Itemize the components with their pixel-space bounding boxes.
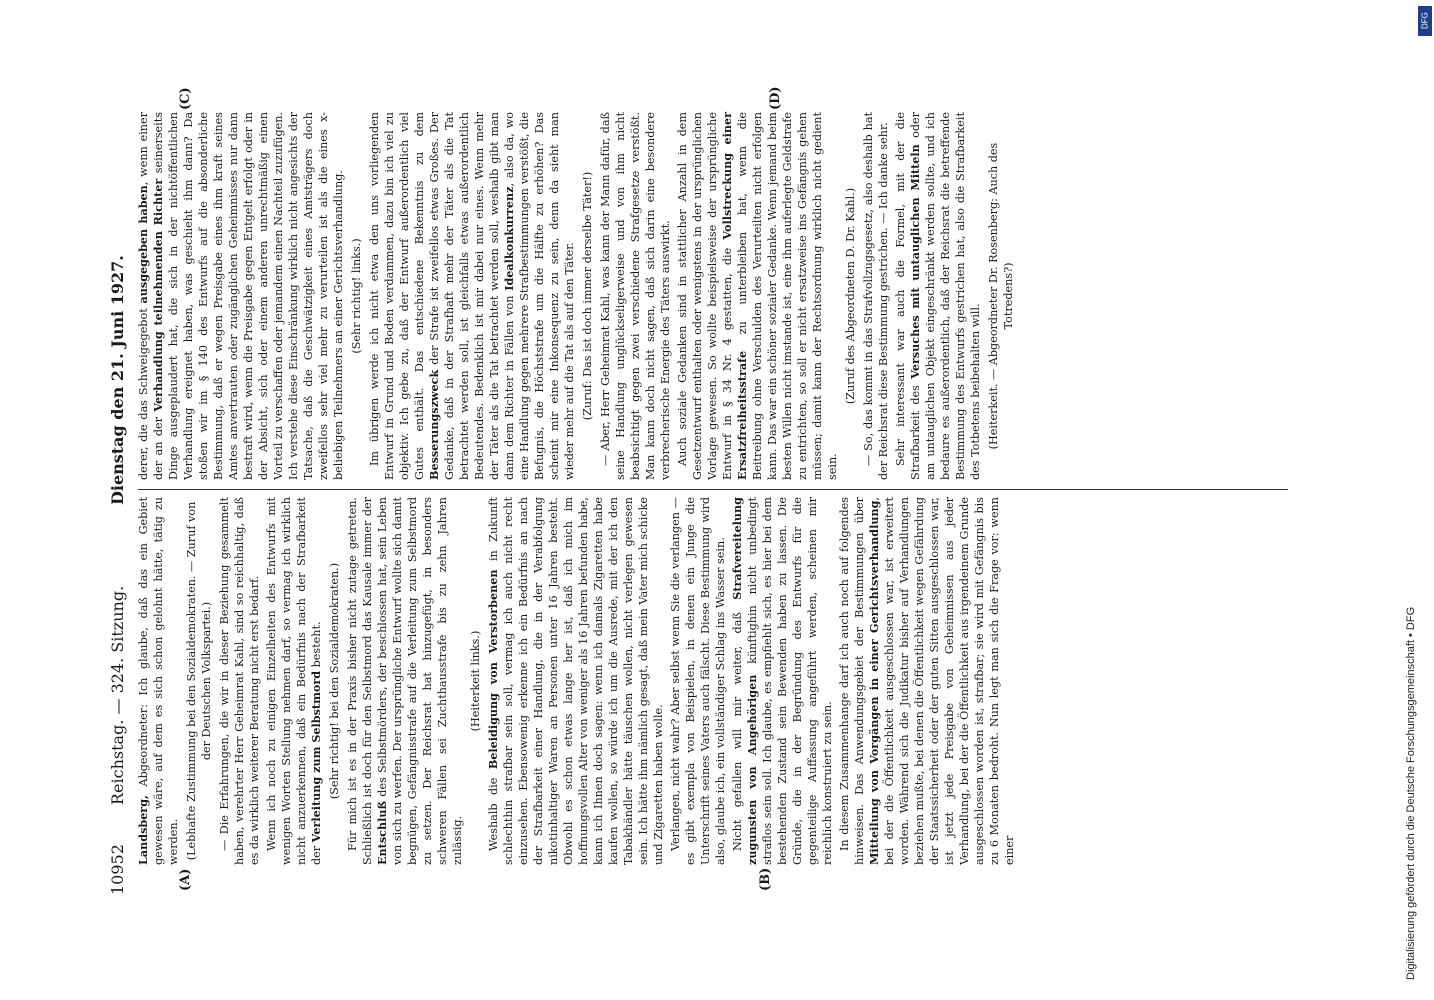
text: des Selbstmörders, der beschlossen hat, sein Leben von sich zu werfen. Der ursprüngliche Entwurf wollte sich damit begnügen, Gefängnisstrafe auf die Verleitung zum Selbstmord zu setzen. Der Reichsrat hat hinzugefügt, in besonders schweren Fällen sei Zuchthausstrafe bis zu zehn Jahren zulässig. <box>376 497 464 865</box>
interjection: (Sehr richtig! bei den Sozialdemokraten.) <box>328 562 341 800</box>
text: besteht. <box>310 621 323 671</box>
text: künftighin nicht unbedingt straflos sein soll. Ich glaube, es empfiehlt sich, es hier bei dem bestehenden Zustand sein Bewenden haben zu lassen. Die Gründe, die in der Begründung des Entwurfs für die gegenteilige Auffassung angeführt werden, scheinen mir reichlich konstruiert zu sein. <box>746 497 834 865</box>
emphasis: Verleitung zum Selbstmord <box>309 670 323 843</box>
emphasis: Besserungszweck <box>427 369 441 480</box>
text: , also da, wo eine Handlung gegen mehrere Strafbestimmungen verstößt, die Befugnis, die Höchststrafe um die Hälfte zu erhöhen? Das scheint mir eine Inkonsequenz zu sein, denn da sieht man wieder mehr auf die Tat als auf den Täter. <box>503 111 576 480</box>
paragraph <box>367 112 577 480</box>
interjection: (Heiterkeit links.) <box>469 630 482 732</box>
text: in Zukunft schlechthin strafbar sein soll, vermag ich auch nicht recht einzusehen. Ebensowenig erkenne ich ein Bedürfnis an nach der Strafbarkeit einer Handlung, die in der Verabfolgung nikotinhaltiger Waren an Personen unter 16 Jahren besteht. Obwohl es schon etwas lange her ist, daß ich mich im hoffnungsvollen Alter von weniger als 16 Jahren befunden habe, kann ich Ihnen doch sagen: wenn ich damals Zigaretten habe kaufen wollen, so würde ich um die Ausrede, mit der ich den Tabakhändler hätte täuschen wollen, nicht verlegen gewesen sein. Ich hätte ihm nämlich gesagt, daß mein Vater mich schicke und Zigaretten haben wolle. <box>487 497 665 865</box>
paragraph: Verlangen, nicht wahr? Aber selbst wenn Sie die verlangen — es gibt exempla von Beispielen, in denen ein Junge die Unterschrift seines Vaters auch fälscht. Diese Bestimmung wird also, glaube ich, ein vollständiger Schlag ins Wasser sein. <box>669 497 727 865</box>
margin-mark-a: (A) <box>178 868 193 891</box>
paragraph <box>345 497 465 865</box>
text: In diesem Zusammenhange darf ich auch noch auf folgendes hinweisen. Das Anwendungsgebiet der Bestimmungen über <box>838 497 866 865</box>
paragraph <box>136 497 181 865</box>
session-title: Reichstag. — 324. Sitzung. <box>108 585 127 805</box>
emphasis: Idealkonkurrenz <box>502 186 516 291</box>
emphasis: Beleidigung von Verstorbenen <box>486 569 500 770</box>
emphasis: Vollstreckung einer Ersatzfreiheitsstrafe <box>720 112 749 480</box>
emphasis: Versuches mit untauglichen Mitteln <box>908 144 922 379</box>
text: Sehr interessant war auch die Formel, mit der die Strafbarkeit des <box>894 112 922 480</box>
rotated-page-content <box>108 86 1298 895</box>
paragraph: — Die Erfahrungen, die wir in dieser Beziehung gesammelt haben, verehrter Herr Geheimrat Kahl, sind so reichhaltig, daß es da wirklich weiterer Beratung nicht erst bedarf. <box>218 497 261 865</box>
emphasis: Strafvereitelung zugunsten von Angehörigen <box>730 497 759 865</box>
text: Wenn ich noch zu einigen Einzelheiten des Entwurfs mit wenigen Worten Stellung nehmen darf, so vermag ich wirklich nicht anzuerkennen, daß ein Bedürfnis nach der Strafbarkeit der <box>265 497 323 865</box>
emphasis: ausgegeben haben <box>136 185 150 304</box>
text: der Strafe ist zweifellos etwas Großes. Der Gedanke, daß in der Strafhaft mehr der Täter als die Tat betrachtet werden soll, ist gleichfalls etwas außerordentlich Bedeutendes. Bedenklich ist mir dabei nur eines. Wenn mehr der Täter als die Tat betrachtet werden soll, weshalb gibt man dann dem Richter in Fällen von <box>428 112 516 480</box>
text: , wenn einer der an der <box>137 112 165 480</box>
paragraph-text: Ich glaube, daß das ein Gebiet gewesen wäre, auf dem es sich schon gelohnt hätte, tätig zu werden. <box>137 497 180 865</box>
text: seinerseits Dinge ausgeplaudert hat, die sich in der nichtöffentlichen Verhandlung ereignet haben, was geschieht ihm dann? Da stoßen wir im § 140 des Entwurfs auf die absonderliche Bestimmung, daß er wegen Preisgabe eines ihm kraft seines Amtes anvertrauten oder zugänglichen Geheimnisses nur dann bestraft wird, wenn die Preisgabe gegen Entgelt erfolgt oder in der Absicht, sich oder einem anderen unrechtmäßig einen Vorteil zu verschaffen oder jemandem einen Nachteil zuzufügen. Ich verstehe diese Einschränkung wirklich nicht angesichts der Tatsache, daß die Geschwätzigkeit eines Amtsträgers doch zweifellos sehr viel mehr zu verurteilen ist als die eines x-beliebigen Teilnehmers an einer Gerichtsverhandlung. <box>152 112 345 480</box>
paragraph <box>893 112 983 480</box>
column-right <box>136 112 1019 480</box>
page-number: 10952 <box>108 844 127 895</box>
column-divider <box>138 489 1288 490</box>
column-left <box>136 497 1019 865</box>
credit-text: Digitalisierung gefördert durch die Deutsche Forschungsgemeinschaft • DFG <box>1405 606 1417 980</box>
emphasis: Mitteilung von Vorgängen in einer Gerichtsverhandlung <box>867 500 881 865</box>
interjection: (Zuruf des Abgeordneten D. Dr. Kahl.) <box>844 187 857 405</box>
digitization-credit <box>1405 0 1429 980</box>
speaker-role: Abgeordneter: <box>137 704 150 796</box>
interjection: (Lebhafte Zustimmung bei den Sozialdemokraten. — Zuruf von der Deutschen Volkspartei.) <box>185 501 213 861</box>
text: Auch soziale Gedanken sind in stattlicher Anzahl in dem Gesetzentwurf enthalten oder wenigstens in der ursprünglichen Vorlage gewesen. So wollte beispielsweise der ursprüngliche Entwurf in § 34 Nr. 4 gestatten, die <box>676 112 734 480</box>
paragraph <box>486 497 666 865</box>
text: oder am untauglichen Objekt eingeschränkt werden sollte, und ich bedaure es außerordentlich, daß der Reichsrat die betreffende Bestimmung des Entwurfs gestrichen hat, also die Strafbarkeit des Totbetens beibehalten will. <box>909 111 982 480</box>
text: Weshalb die <box>487 769 500 851</box>
paragraph <box>136 112 346 480</box>
paragraph <box>675 112 840 480</box>
paragraph: — Aber, Herr Geheimrat Kahl, was kann der Mann dafür, daß seine Handlung unglückseligerweise und von ihm nicht beabsichtigt gegen zwei verschiedene Strafgesetze verstößt. Man kann doch nicht sagen, daß sich darin eine besondere verbrecherische Energie des Täters auswirkt. <box>599 112 672 480</box>
paragraph <box>264 497 324 865</box>
text: Für mich ist es in der Praxis bisher nicht zutage getreten. Schließlich ist doch für den Selbstmord das Kausale immer der <box>346 497 374 865</box>
session-date: Dienstag den 21. Juni 1927. <box>108 255 127 505</box>
dfg-logo <box>1418 6 1432 36</box>
interjection: (Zuruf: Das ist doch immer derselbe Täter!) <box>581 171 594 421</box>
text: Nicht gefallen will mir weiter, daß <box>731 599 744 851</box>
text: Im übrigen werde ich nicht etwa den uns vorliegenden Entwurf in Grund und Boden verdammen, dazu bin ich viel zu objektiv. Ich gebe zu, daß der Entwurf außerordentlich viel Gutes enthält. Das entschiedene Bekenntnis zu dem <box>368 112 426 480</box>
text: zu unterbleiben hat, wenn die Beitreibung ohne Verschulden des Verurteilten nicht erfolgen kann. Das war ein schöner sozialer Gedanke. Wenn jemand beim besten Willen nicht imstande ist, eine ihm auferlegte Geldstrafe zu entrichten, so soll er nicht ersatzweise ins Gefängnis gehen müssen; damit kann der Rechtsordnung wirklich nicht gedient sein. <box>736 112 839 480</box>
logo-text: DFG <box>1420 12 1430 30</box>
speaker-name: Landsberg, <box>136 795 150 865</box>
interjection: (Heiterkeit. — Abgeordneter Dr. Rosenberg: Auch des Totredens?) <box>987 142 1015 450</box>
paragraph: — So, das kommt in das Strafvollzugsgesetz, also deshalb hat der Reichsrat diese Bestimmung gestrichen. — Ich danke sehr. <box>862 112 890 480</box>
paragraph <box>837 497 1017 865</box>
margin-mark-b: (B) <box>758 867 773 891</box>
text: derer, die das Schweigegebot <box>137 303 150 480</box>
paragraph <box>730 497 835 865</box>
page-header <box>108 95 134 895</box>
interjection: (Sehr richtig! links.) <box>350 238 363 354</box>
margin-mark-d: (D) <box>768 86 783 110</box>
text: , bei der die Öffentlichkeit ausgeschlossen war, ist erweitert worden. Während sich die Judikatur bisher auf Verhandlungen beziehen mußte, bei denen die Öffentlichkeit wegen Gefährdung der Staatssicherheit oder der guten Sitten ausgeschlossen war, ist jetzt jede Preisgabe von Geheimnissen aus jeder Verhandlung, bei der die Öffentlichkeit aus irgendeinem Grunde ausgeschlossen worden ist, strafbar; sie wird mit Gefängnis bis zu 6 Monaten bedroht. Nun legt man sich die Frage vor: wenn einer <box>868 497 1016 865</box>
emphasis: Entschluß <box>375 801 389 865</box>
emphasis: Verhandlung teilnehmenden Richter <box>151 178 165 412</box>
margin-mark-c: (C) <box>178 87 193 110</box>
